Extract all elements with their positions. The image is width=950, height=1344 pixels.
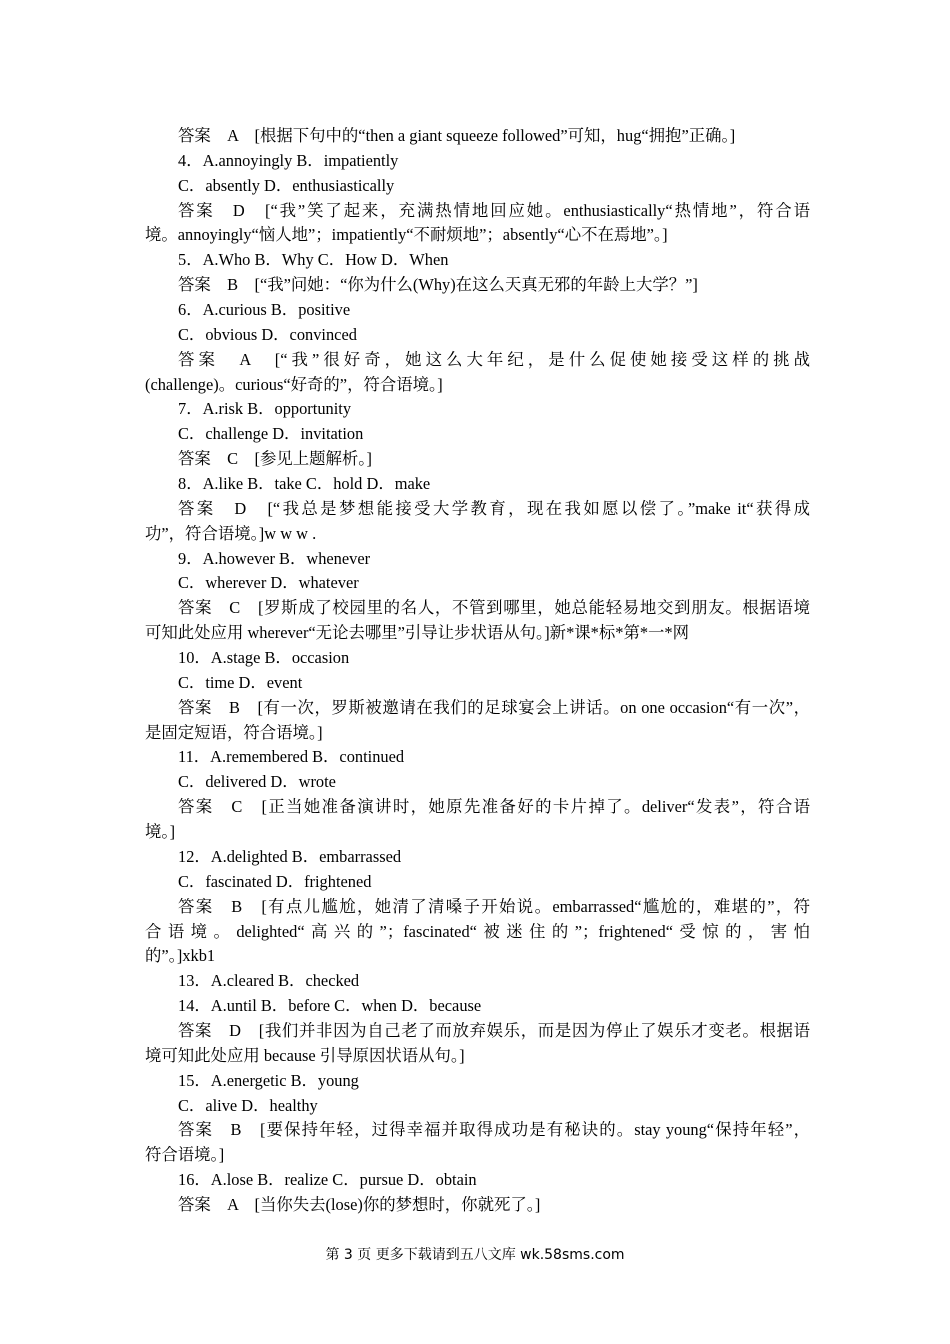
text-line: C．absently D．enthusiastically [178,175,395,195]
text-line: C．wherever D．whatever [178,573,359,593]
text-line: 符合语境。] [145,1145,225,1165]
text-line: 功”，符合语境。]w w w . [145,523,317,543]
text-line: C．fascinated D．frightened [178,871,372,891]
text-line: 答案 A [根据下句中的“then a giant squeeze followed”可知，hug“拥抱”正确。] [178,126,736,145]
text-line: 6．A.curious B．positive [178,300,351,320]
text-line: 8．A.like B．take C．hold D．make [178,474,431,494]
text-line: 答案 B [“我”问她：“你为什么(Why)在这么天真无邪的年龄上大学？”] [178,275,698,295]
text-line: 答案 B [有点儿尴尬，她清了清嗓子开始说。embarrassed“尴尬的，难堪的”，符 [178,896,810,916]
text-line: 16．A.lose B．realize C．pursue D．obtain [178,1170,477,1190]
text-line: 境。] [145,822,176,842]
text-line: 答案 C [罗斯成了校园里的名人，不管到哪里，她总能轻易地交到朋友。根据语境 [178,598,810,618]
text-line: 答案 C [参见上题解析。] [178,449,372,469]
text-line: C．challenge D．invitation [178,424,364,444]
text-line: 答案 B [要保持年轻，过得幸福并取得成功是有秘诀的。stay young“保持年轻”， [178,1120,810,1140]
text-line: C．time D．event [178,672,303,692]
text-line: 12．A.delighted B．embarrassed [178,846,402,866]
text-line: 11．A.remembered B．continued [178,747,405,767]
text-line: 答案 B [有一次，罗斯被邀请在我们的足球宴会上讲话。on one occasion“有一次”， [178,697,810,717]
text-line: 9．A.however B．whenever [178,548,371,568]
text-line: 答案 C [正当她准备演讲时，她原先准备好的卡片掉了。deliver“发表”，符合语 [178,797,810,817]
text-line: 境。annoyingly“恼人地”；impatiently“不耐烦地”；absently“心不在焉地”。] [145,225,668,245]
text-line: 4．A.annoyingly B．impatiently [178,150,399,170]
text-line: 答案 D [“我总是梦想能接受大学教育，现在我如愿以偿了。”make it“获得成 [178,498,810,518]
text-line: 5．A.Who B．Why C．How D．When [178,250,449,270]
text-line: 的”。]xkb1 [145,946,216,966]
text-line: 是固定短语，符合语境。] [145,722,323,742]
text-line: 答案 A [“我”很好奇，她这么大年纪，是什么促使她接受这样的挑战 [178,349,810,369]
text-line: C．obvious D．convinced [178,324,357,344]
page-footer: 第 3 页 更多下载请到五八文库 wk.58sms.com [325,1247,625,1263]
text-line: 13．A.cleared B．checked [178,971,360,991]
text-line: 答案 A [当你失去(lose)你的梦想时，你就死了。] [178,1194,541,1214]
text-line: 合语境。delighted“高兴的”；fascinated“被迷住的”；frightened“受惊的，害怕 [145,921,810,941]
text-line: 10．A.stage B．occasion [178,648,350,668]
text-line: 7．A.risk B．opportunity [178,399,352,419]
text-line: 可知此处应用 wherever“无论去哪里”引导让步状语从句。]新*课*标*第*一*网 [145,623,690,643]
document-body [145,124,810,1218]
text-line: 答案 D [“我”笑了起来，充满热情地回应她。enthusiastically“热情地”，符合语 [178,200,810,220]
text-line: 15．A.energetic B．young [178,1070,359,1090]
text-line: 境可知此处应用 because 引导原因状语从句。] [145,1045,465,1065]
text-line: C．alive D．healthy [178,1095,318,1115]
text-line: 答案 D [我们并非因为自己老了而放弃娱乐，而是因为停止了娱乐才变老。根据语 [178,1020,810,1040]
text-line: C．delivered D．wrote [178,772,336,792]
text-line: (challenge)。curious“好奇的”，符合语境。] [145,374,443,394]
text-line: 14．A.until B．before C．when D．because [178,996,482,1016]
